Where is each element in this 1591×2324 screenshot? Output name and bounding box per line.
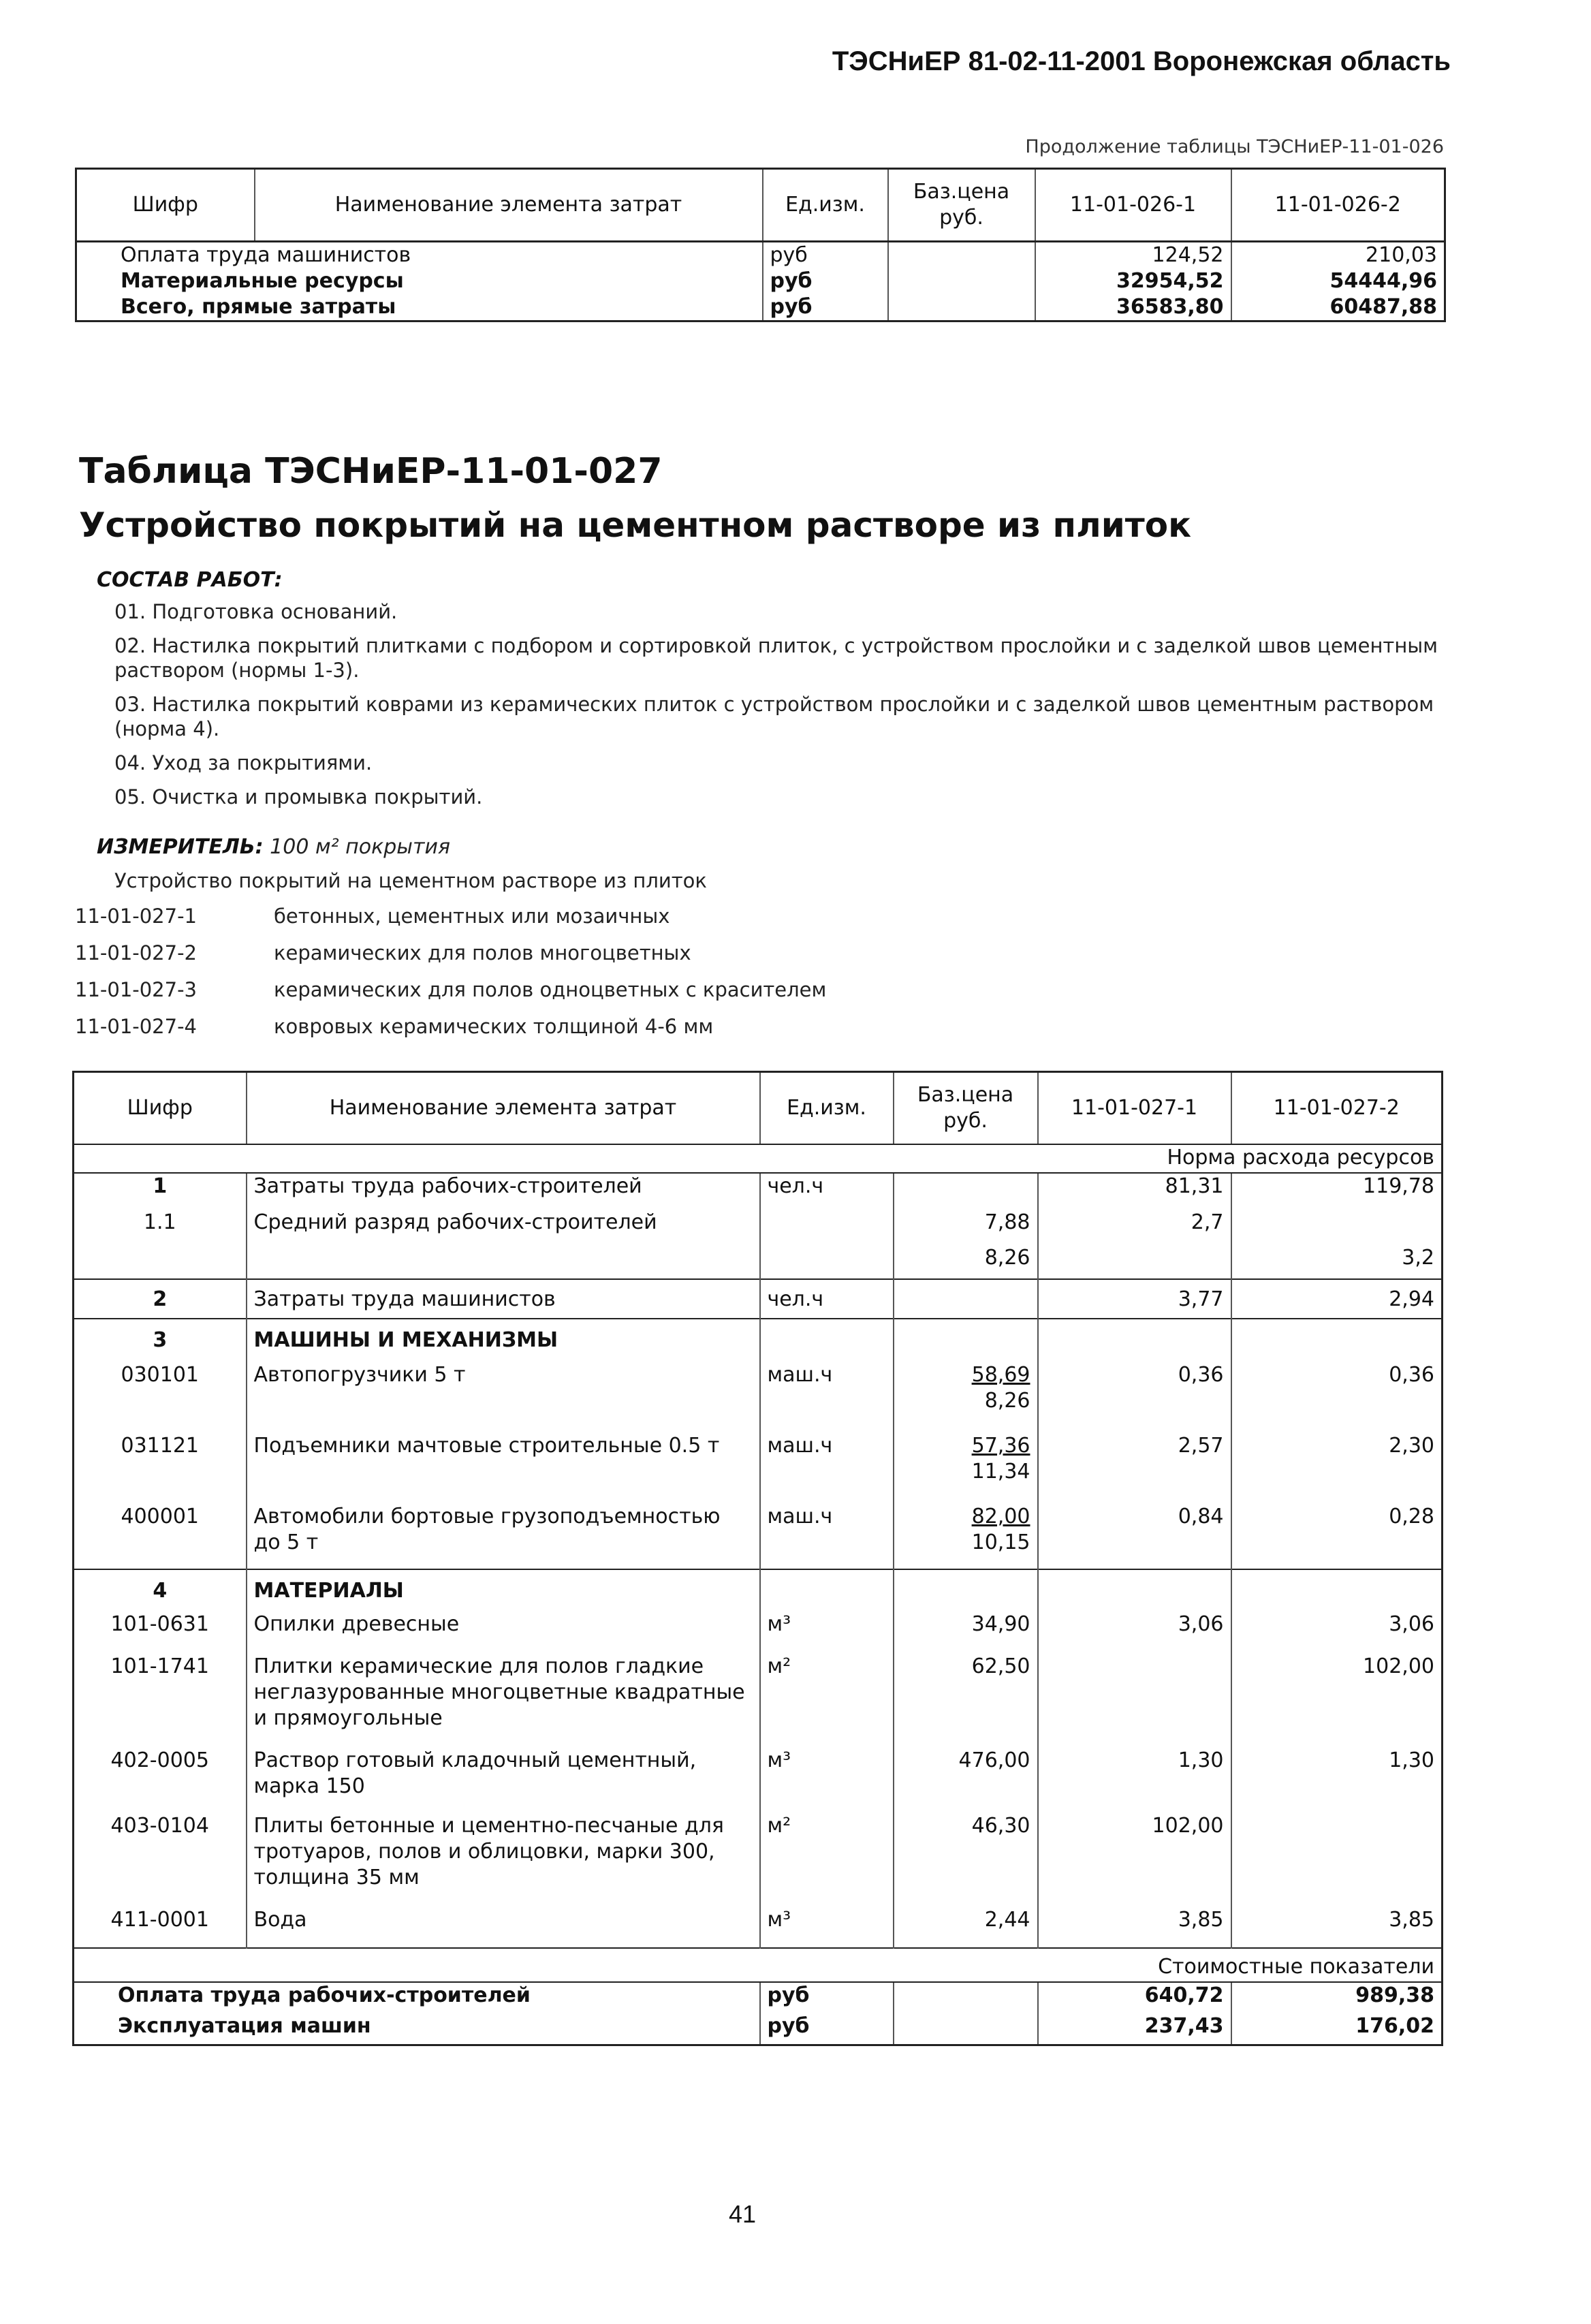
work-item: 02. Настилка покрытий плитками с подбором и сортировкой плиток, с устройством прослойки и с заделкой швов цементным раствором (нормы 1-3). [114, 634, 1438, 682]
row-unit: м² [760, 1813, 894, 1907]
list-item [75, 905, 826, 941]
code-description: керамических для полов многоцветных [274, 941, 691, 964]
row-unit: м³ [760, 1748, 894, 1813]
table-continuation-label: Продолжение таблицы ТЭСНиЕР-11-01-026 [1025, 136, 1444, 157]
row-value-1: 640,72 [1038, 1982, 1231, 2013]
codes-intro: Устройство покрытий на цементном растворе из плиток [114, 869, 707, 892]
code: 11-01-027-2 [75, 941, 197, 964]
row-unit: руб [763, 268, 888, 294]
col-header-code: Шифр [76, 169, 255, 242]
row-value-2 [1231, 1319, 1443, 1362]
table-header-row [74, 1072, 1443, 1145]
row-price: 34,90 [894, 1612, 1038, 1654]
works-label: СОСТАВ РАБОТ: [97, 568, 283, 592]
row-name: Подъемники мачтовые строительные 0.5 т [247, 1433, 760, 1504]
row-value-1: 3,85 [1038, 1907, 1231, 1948]
row-value-1: 0,84 [1038, 1504, 1231, 1569]
row-name: Автопогрузчики 5 т [247, 1362, 760, 1433]
row-value-2: 3,06 [1231, 1612, 1443, 1654]
row-value-1: 2,7 [1038, 1210, 1231, 1245]
meter-label: ИЗМЕРИТЕЛЬ: [97, 835, 264, 859]
code-description: керамических для полов одноцветных с красителем [274, 978, 827, 1001]
row-value-1: 1,30 [1038, 1748, 1231, 1813]
row-value-2: 0,36 [1231, 1362, 1443, 1433]
row-value-2: 2,94 [1231, 1279, 1443, 1319]
row-value-2: 989,38 [1231, 1982, 1443, 2013]
section-title: МАШИНЫ И МЕХАНИЗМЫ [247, 1319, 760, 1362]
row-price: 8,26 [894, 1245, 1038, 1279]
table-row [74, 2013, 1443, 2045]
row-price [888, 294, 1035, 321]
row-value-1 [1038, 1654, 1231, 1748]
row-value-2: 0,28 [1231, 1504, 1443, 1569]
row-unit: чел.ч [760, 1173, 894, 1210]
row-unit: маш.ч [760, 1433, 894, 1504]
row-value-2: 2,30 [1231, 1433, 1443, 1504]
list-item [75, 941, 826, 978]
row-unit [760, 1245, 894, 1279]
col-header-norm-1: 11-01-026-1 [1035, 169, 1231, 242]
row-value-1: 3,77 [1038, 1279, 1231, 1319]
col-header-norm-2: 11-01-027-2 [1231, 1072, 1443, 1145]
row-price: 7,88 [894, 1210, 1038, 1245]
row-unit: м³ [760, 1612, 894, 1654]
col-header-price: Баз.цена руб. [888, 169, 1035, 242]
price-base: 57,36 [971, 1434, 1030, 1458]
table-row [74, 1173, 1443, 1210]
row-code: 101-0631 [74, 1612, 247, 1654]
work-item: 05. Очистка и промывка покрытий. [114, 785, 483, 808]
row-price: 46,30 [894, 1813, 1038, 1907]
row-code: 1.1 [74, 1210, 247, 1245]
row-name: Оплата труда рабочих-строителей [74, 1982, 760, 2013]
row-unit [760, 1319, 894, 1362]
code-description: бетонных, цементных или мозаичных [274, 905, 670, 928]
price-labor: 10,15 [971, 1530, 1030, 1554]
row-price [888, 242, 1035, 269]
col-header-price: Баз.цена руб. [894, 1072, 1038, 1145]
table-row [76, 294, 1445, 321]
price-labor: 8,26 [984, 1389, 1030, 1413]
table-row [74, 1362, 1443, 1433]
work-item: 04. Уход за покрытиями. [114, 751, 373, 774]
row-name: Средний разряд рабочих-строителей [247, 1210, 760, 1245]
section-code: 3 [74, 1319, 247, 1362]
row-value-2 [1231, 1210, 1443, 1245]
row-price: 476,00 [894, 1748, 1038, 1813]
row-name: Материальные ресурсы [76, 268, 763, 294]
row-price: 62,50 [894, 1654, 1038, 1748]
row-price [894, 1173, 1038, 1210]
row-unit: руб [763, 242, 888, 269]
row-code [74, 1245, 247, 1279]
code: 11-01-027-4 [75, 1015, 197, 1038]
table-row [74, 1907, 1443, 1948]
row-value-2: 3,2 [1231, 1245, 1443, 1279]
row-price [894, 1504, 1038, 1569]
row-unit: м² [760, 1654, 894, 1748]
row-code: 402-0005 [74, 1748, 247, 1813]
row-name: Эксплуатация машин [74, 2013, 760, 2045]
col-header-norm-2: 11-01-026-2 [1231, 169, 1445, 242]
row-unit: руб [760, 1982, 894, 2013]
table-row [74, 1210, 1443, 1245]
row-unit [760, 1569, 894, 1612]
row-value-1 [1038, 1569, 1231, 1612]
price-base: 58,69 [971, 1363, 1030, 1387]
row-value-1: 36583,80 [1035, 294, 1231, 321]
row-value-1: 81,31 [1038, 1173, 1231, 1210]
row-name: Раствор готовый кладочный цементный, марка 150 [247, 1748, 760, 1813]
list-item [75, 1015, 826, 1052]
row-value-2: 102,00 [1231, 1654, 1443, 1748]
norm-label-row [74, 1144, 1443, 1173]
row-value-1: 2,57 [1038, 1433, 1231, 1504]
row-unit: м³ [760, 1907, 894, 1948]
list-item [75, 978, 826, 1015]
row-unit: чел.ч [760, 1279, 894, 1319]
row-name [247, 1245, 760, 1279]
price-labor: 11,34 [971, 1460, 1030, 1483]
page-number: 41 [729, 2200, 757, 2228]
row-code: 030101 [74, 1362, 247, 1433]
col-header-code: Шифр [74, 1072, 247, 1145]
table-row [74, 1279, 1443, 1319]
codes-list [75, 905, 826, 1052]
work-item: 03. Настилка покрытий коврами из керамических плиток с устройством прослойки и с заделкой швов цементным раствором (норма 4). [114, 693, 1434, 740]
table-row [76, 242, 1445, 269]
row-unit [760, 1210, 894, 1245]
table-row [74, 1433, 1443, 1504]
table-title: Таблица ТЭСНиЕР-11-01-027 [79, 451, 663, 492]
row-price [894, 1362, 1038, 1433]
row-name: Опилки древесные [247, 1612, 760, 1654]
table-row [74, 1245, 1443, 1279]
row-value-2 [1231, 1569, 1443, 1612]
row-price: 2,44 [894, 1907, 1038, 1948]
row-value-2: 60487,88 [1231, 294, 1445, 321]
row-value-1 [1038, 1319, 1231, 1362]
row-value-1: 32954,52 [1035, 268, 1231, 294]
table-row [74, 1813, 1443, 1907]
row-value-2 [1231, 1813, 1443, 1907]
row-code: 403-0104 [74, 1813, 247, 1907]
row-name: Затраты труда машинистов [247, 1279, 760, 1319]
row-unit: руб [763, 294, 888, 321]
row-unit: маш.ч [760, 1504, 894, 1569]
row-price [894, 2013, 1038, 2045]
row-code: 101-1741 [74, 1654, 247, 1748]
row-value-1: 0,36 [1038, 1362, 1231, 1433]
row-value-2: 3,85 [1231, 1907, 1443, 1948]
row-name: Всего, прямые затраты [76, 294, 763, 321]
section-row [74, 1569, 1443, 1612]
row-value-1 [1038, 1245, 1231, 1279]
row-price [894, 1569, 1038, 1612]
table-row [74, 1748, 1443, 1813]
row-value-1: 124,52 [1035, 242, 1231, 269]
row-code: 2 [74, 1279, 247, 1319]
row-price [894, 1279, 1038, 1319]
row-code: 411-0001 [74, 1907, 247, 1948]
cost-label: Стоимостные показатели [74, 1948, 1443, 1982]
col-header-unit: Ед.изм. [760, 1072, 894, 1145]
code-description: ковровых керамических толщиной 4-6 мм [274, 1015, 714, 1038]
section-row [74, 1319, 1443, 1362]
cost-table-026 [75, 168, 1446, 322]
document-header: ТЭСНиЕР 81-02-11-2001 Воронежская область [832, 46, 1451, 76]
row-name: Автомобили бортовые грузоподъемностью до 5 т [247, 1504, 760, 1569]
table-row [74, 1654, 1443, 1748]
table-header-row [76, 169, 1445, 242]
row-price [894, 1319, 1038, 1362]
row-value-1: 237,43 [1038, 2013, 1231, 2045]
cost-table-027 [72, 1071, 1443, 2046]
table-row [74, 1982, 1443, 2013]
row-value-2: 1,30 [1231, 1748, 1443, 1813]
row-value-2: 54444,96 [1231, 268, 1445, 294]
row-value-2: 210,03 [1231, 242, 1445, 269]
row-value-2: 119,78 [1231, 1173, 1443, 1210]
row-name: Оплата труда машинистов [76, 242, 763, 269]
row-name: Плиты бетонные и цементно-песчаные для тротуаров, полов и облицовки, марки 300, толщина 35 мм [247, 1813, 760, 1907]
col-header-name: Наименование элемента затрат [255, 169, 763, 242]
table-row [74, 1612, 1443, 1654]
col-header-norm-1: 11-01-027-1 [1038, 1072, 1231, 1145]
row-unit: руб [760, 2013, 894, 2045]
code: 11-01-027-1 [75, 905, 197, 928]
works-list [114, 599, 1449, 819]
price-base: 82,00 [971, 1505, 1030, 1528]
row-code: 400001 [74, 1504, 247, 1569]
row-value-1: 102,00 [1038, 1813, 1231, 1907]
code: 11-01-027-3 [75, 978, 197, 1001]
row-price [888, 268, 1035, 294]
row-value-1: 3,06 [1038, 1612, 1231, 1654]
section-title: МАТЕРИАЛЫ [247, 1569, 760, 1612]
col-header-name: Наименование элемента затрат [247, 1072, 760, 1145]
meter-value: 100 м² покрытия [270, 835, 450, 859]
row-name: Затраты труда рабочих-строителей [247, 1173, 760, 1210]
row-price [894, 1982, 1038, 2013]
row-value-2: 176,02 [1231, 2013, 1443, 2045]
norm-label: Норма расхода ресурсов [74, 1144, 1443, 1173]
work-item: 01. Подготовка оснований. [114, 600, 398, 623]
col-header-unit: Ед.изм. [763, 169, 888, 242]
row-code: 031121 [74, 1433, 247, 1504]
row-name: Вода [247, 1907, 760, 1948]
table-row [76, 268, 1445, 294]
measurement-unit [97, 835, 450, 859]
row-code: 1 [74, 1173, 247, 1210]
row-unit: маш.ч [760, 1362, 894, 1433]
cost-label-row [74, 1948, 1443, 1982]
row-name: Плитки керамические для полов гладкие неглазурованные многоцветные квадратные и прямоугольные [247, 1654, 760, 1748]
table-subtitle: Устройство покрытий на цементном растворе из плиток [79, 505, 1192, 545]
section-code: 4 [74, 1569, 247, 1612]
table-row [74, 1504, 1443, 1569]
row-price [894, 1433, 1038, 1504]
